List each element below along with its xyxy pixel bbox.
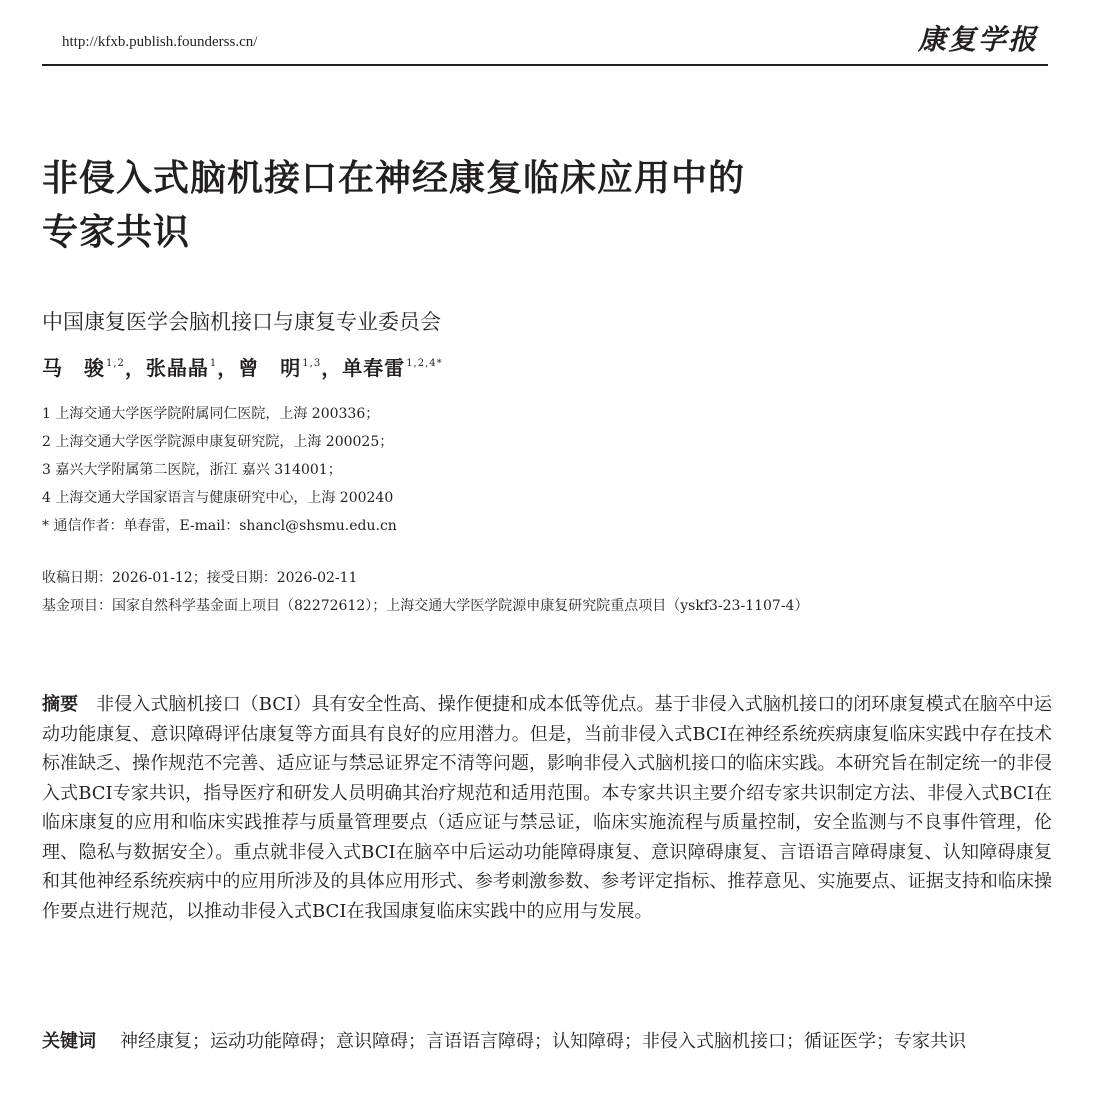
author-affiliation-mark: 1,3: [302, 358, 322, 369]
author-name: 曾 明: [238, 356, 302, 380]
keywords: [42, 1027, 1052, 1057]
abstract: [42, 690, 1052, 926]
article-dates: [42, 564, 808, 620]
author-name: 马 骏: [42, 356, 105, 380]
journal-url[interactable]: http://kfxb.publish.founderss.cn/: [62, 34, 258, 50]
affiliation-item: 1 上海交通大学医学院附属同仁医院，上海 200336；: [42, 406, 380, 422]
keywords-label: 关键词: [42, 1031, 96, 1052]
article-title: [42, 152, 1002, 260]
author-list: 马 骏$^{1,2}$，张晶晶$^1$，曾 明$^{1,3}$，单春雷$^{1,2,4*}$: [42, 356, 443, 380]
affiliation-item: 3 嘉兴大学附属第二医院，浙江 嘉兴 314001；: [42, 462, 342, 478]
committee: 中国康复医学会脑机接口与康复专业委员会: [42, 310, 441, 334]
author-name: 张晶晶: [145, 356, 209, 380]
author-name: 单春雷: [342, 356, 406, 380]
affiliation-item: 2 上海交通大学医学院源申康复研究院，上海 200025；: [42, 434, 394, 450]
header-divider: [42, 64, 1048, 66]
author-affiliation-mark: 1: [209, 358, 218, 369]
affiliation-item: 4 上海交通大学国家语言与健康研究中心，上海 200240: [42, 490, 394, 506]
title-line-2: 专家共识: [42, 212, 191, 253]
author-affiliation-mark: 1,2: [106, 358, 125, 369]
journal-logo: 康复学报: [917, 23, 1038, 56]
keywords-text: 神经康复；运动功能障碍；意识障碍；言语语言障碍；认知障碍；非侵入式脑机接口；循证医学；专家共识: [120, 1031, 966, 1052]
corresponding-author: * 通信作者：单春雷，E-mail：shancl@shsmu.edu.cn: [42, 518, 397, 534]
funding-info: 基金项目：国家自然科学基金面上项目（82272612）；上海交通大学医学院源申康复研究院重点项目（yskf3-23-1107-4）: [42, 598, 809, 614]
abstract-label: 摘要: [42, 694, 79, 715]
title-line-1: 非侵入式脑机接口在神经康复临床应用中的: [42, 158, 746, 199]
author-affiliation-mark: 1,2,4*: [406, 358, 443, 369]
abstract-text: 非侵入式脑机接口（BCI）具有安全性高、操作便捷和成本低等优点。基于非侵入式脑机接口的闭环康复模式在脑卒中运动功能康复、意识障碍评估康复等方面具有良好的应用潜力。但是，当前非侵入式BCI在神经系统疾病康复临床实践中存在技术标准缺乏、操作规范不完善、适应证与禁忌证界定不清等问题，影响非侵入式脑机接口的临床实践。本研究旨在制定统一的非侵入式BCI专家共识，指导医疗和研发人员明确其治疗规范和适用范围。本专家共识主要介绍专家共识制定方法、非侵入式BCI在临床康复的应用和临床实践推荐与质量管理要点（适应证与禁忌证，临床实施流程与质量控制，安全监测与不良事件管理，伦理、隐私与数据安全）。重点就非侵入式BCI在脑卒中后运动功能障碍康复、意识障碍康复、言语语言障碍康复、认知障碍康复和其他神经系统疾病中的应用所涉及的具体应用形式、参考刺激参数、参考评定指标、推荐意见、实施要点、证据支持和临床操作要点进行规范，以推动非侵入式BCI在我国康复临床实践中的应用与发展。: [42, 694, 1052, 922]
affiliation-list: [42, 400, 397, 540]
received-accepted-dates: 收稿日期：2026-01-12；接受日期：2026-02-11: [42, 570, 358, 586]
